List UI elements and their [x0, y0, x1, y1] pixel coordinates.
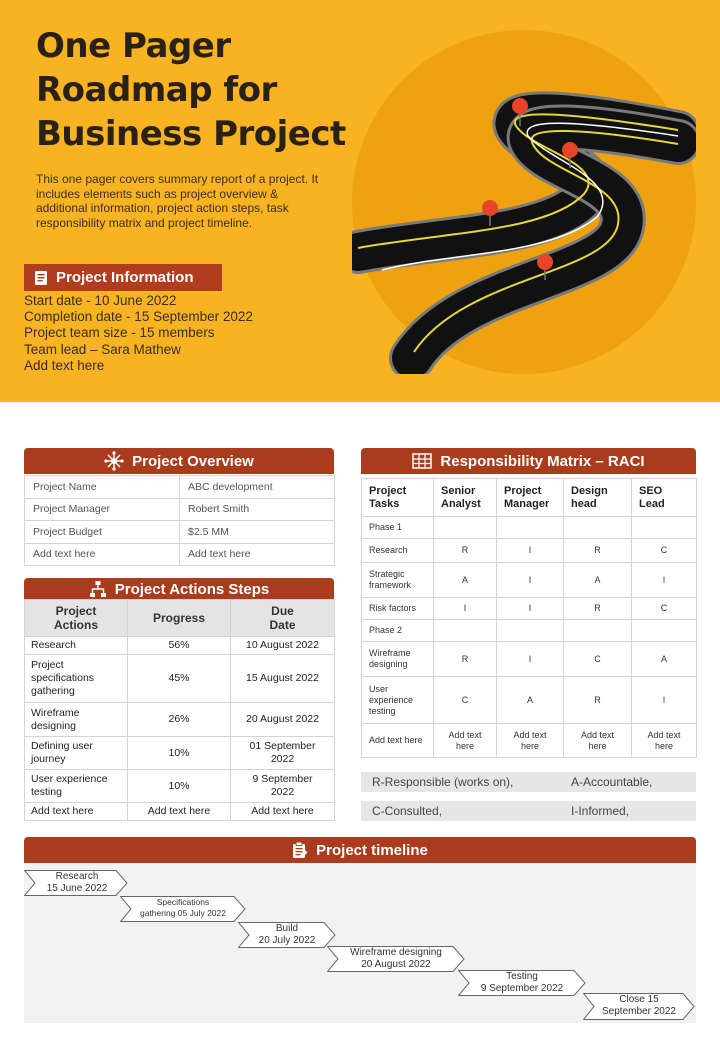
- action-name: Add text here: [25, 803, 128, 821]
- title-line: Business Project: [36, 114, 346, 154]
- table-row: [25, 737, 335, 770]
- overview-label: Project Manager: [25, 498, 180, 521]
- column-header: Design head: [564, 479, 632, 517]
- overview-value: $2.5 MM: [180, 521, 335, 544]
- raci-cell: I: [632, 677, 697, 724]
- page-title: [36, 24, 356, 156]
- project-overview-header: [24, 448, 334, 474]
- raci-cell: I: [632, 563, 697, 598]
- raci-task: User experience testing: [362, 677, 434, 724]
- raci-table: [361, 478, 697, 758]
- table-row: [362, 539, 697, 563]
- column-header: Due Date: [231, 600, 335, 637]
- title-line: Roadmap for: [36, 70, 277, 110]
- clipboard-icon: [292, 841, 308, 859]
- raci-title: Responsibility Matrix – RACI: [440, 452, 645, 470]
- raci-cell: Add text here: [564, 724, 632, 758]
- table-row: [25, 498, 335, 521]
- hero-banner: [0, 0, 720, 402]
- milestone-label: [130, 897, 236, 919]
- raci-cell: R: [564, 677, 632, 724]
- project-actions-header: [24, 578, 334, 600]
- milestone-label: [468, 971, 576, 995]
- action-name: Wireframe designing: [25, 703, 128, 737]
- raci-cell: A: [497, 677, 564, 724]
- raci-cell: R: [434, 642, 497, 677]
- road-illustration: [352, 30, 696, 374]
- raci-cell: I: [497, 539, 564, 563]
- raci-cell: C: [632, 539, 697, 563]
- project-information-list: [24, 293, 253, 374]
- table-row: [25, 770, 335, 803]
- action-due-date: 15 August 2022: [231, 655, 335, 703]
- column-header: Senior Analyst: [434, 479, 497, 517]
- raci-task: Strategic framework: [362, 563, 434, 598]
- overview-label: Add text here: [25, 543, 180, 566]
- raci-cell: A: [632, 642, 697, 677]
- action-name: User experience testing: [25, 770, 128, 803]
- action-progress: 56%: [128, 637, 231, 655]
- table-row: [362, 677, 697, 724]
- milestone-date: 9 September 2022: [480, 983, 564, 994]
- project-overview-table: [24, 475, 335, 566]
- column-header: Project Manager: [497, 479, 564, 517]
- column-header: Progress: [128, 600, 231, 637]
- table-row: [362, 724, 697, 758]
- raci-task: Add text here: [362, 724, 434, 758]
- raci-cell: Add text here: [632, 724, 697, 758]
- raci-cell: A: [564, 563, 632, 598]
- raci-cell: I: [434, 598, 497, 620]
- legend-accountable: A-Accountable,: [571, 775, 653, 789]
- raci-cell: I: [497, 563, 564, 598]
- raci-cell: A: [434, 563, 497, 598]
- action-due-date: 01 September 2022: [231, 737, 335, 770]
- milestone-label: [36, 871, 118, 895]
- action-due-date: 10 August 2022: [231, 637, 335, 655]
- raci-cell: C: [434, 677, 497, 724]
- raci-cell: I: [497, 642, 564, 677]
- action-progress: 10%: [128, 770, 231, 803]
- raci-cell: [564, 620, 632, 642]
- milestone-title: Specifications: [156, 897, 210, 907]
- table-row: [362, 563, 697, 598]
- table-row: [25, 476, 335, 499]
- overview-value: ABC development: [180, 476, 335, 499]
- milestone-date: 20 August 2022: [361, 959, 431, 970]
- overview-value: Robert Smith: [180, 498, 335, 521]
- column-header: Project Tasks: [362, 479, 434, 517]
- raci-cell: R: [564, 598, 632, 620]
- raci-cell: [434, 620, 497, 642]
- network-icon: [104, 451, 124, 471]
- table-row: [25, 637, 335, 655]
- action-name: Defining user journey: [25, 737, 128, 770]
- raci-cell: [564, 517, 632, 539]
- milestone-title: Build: [275, 923, 299, 934]
- raci-cell: [497, 517, 564, 539]
- milestone-title: Wireframe designing: [350, 947, 442, 958]
- matrix-icon: [412, 453, 432, 469]
- table-row: [25, 703, 335, 737]
- project-information-title: Project Information: [56, 269, 194, 286]
- action-name: Research: [25, 637, 128, 655]
- info-line: Team lead – Sara Mathew: [24, 341, 181, 357]
- milestone-date: 20 July 2022: [258, 935, 316, 946]
- milestone-label: [248, 923, 326, 947]
- legend-consulted: C-Consulted,: [372, 804, 443, 818]
- raci-task: Wireframe designing: [362, 642, 434, 677]
- raci-cell: R: [564, 539, 632, 563]
- milestone-date: gathering 05 July 2022: [139, 908, 226, 918]
- document-icon: [34, 270, 48, 286]
- raci-task: Phase 2: [362, 620, 434, 642]
- column-header: SEO Lead: [632, 479, 697, 517]
- project-actions-title: Project Actions Steps: [114, 580, 270, 598]
- project-timeline-title: Project timeline: [316, 841, 428, 859]
- action-progress: Add text here: [128, 803, 231, 821]
- table-row: [362, 598, 697, 620]
- action-due-date: 9 September 2022: [231, 770, 335, 803]
- overview-value: Add text here: [180, 543, 335, 566]
- raci-cell: Add text here: [434, 724, 497, 758]
- raci-cell: Add text here: [497, 724, 564, 758]
- table-row: [362, 642, 697, 677]
- project-overview-title: Project Overview: [132, 452, 254, 470]
- raci-cell: R: [434, 539, 497, 563]
- table-row: [25, 655, 335, 703]
- action-due-date: Add text here: [231, 803, 335, 821]
- table-row: [25, 521, 335, 544]
- milestone-label: [337, 947, 455, 971]
- project-timeline-header: [24, 837, 696, 863]
- legend-informed: I-Informed,: [571, 804, 630, 818]
- raci-task: Risk factors: [362, 598, 434, 620]
- raci-cell: [632, 620, 697, 642]
- table-header-row: [25, 600, 335, 637]
- raci-cell: [497, 620, 564, 642]
- raci-cell: [632, 517, 697, 539]
- info-line: Add text here: [24, 357, 105, 373]
- intro-text: This one pager covers summary report of a project. It includes elements such as project overview & additional information, project action steps, task responsibility matrix and project timeline.: [36, 172, 319, 230]
- milestone-title: Close 15: [619, 994, 659, 1005]
- raci-cell: C: [564, 642, 632, 677]
- hierarchy-icon: [89, 580, 107, 598]
- action-progress: 10%: [128, 737, 231, 770]
- project-actions-table: [24, 599, 335, 821]
- table-row: [362, 620, 697, 642]
- action-name: Project specifications gathering: [25, 655, 128, 703]
- raci-cell: I: [497, 598, 564, 620]
- milestone-date: September 2022: [602, 1006, 676, 1017]
- action-progress: 26%: [128, 703, 231, 737]
- table-row: [25, 803, 335, 821]
- raci-cell: [434, 517, 497, 539]
- raci-legend-row: [361, 772, 696, 792]
- title-line: One Pager: [36, 26, 231, 66]
- column-header: Project Actions: [25, 600, 128, 637]
- action-progress: 45%: [128, 655, 231, 703]
- raci-legend-row: [361, 801, 696, 821]
- action-due-date: 20 August 2022: [231, 703, 335, 737]
- project-information-header: [24, 264, 222, 291]
- milestone-date: 15 June 2022: [46, 883, 108, 894]
- info-line: Project team size - 15 members: [24, 325, 215, 341]
- info-line: Start date - 10 June 2022: [24, 293, 177, 308]
- table-row: [362, 517, 697, 539]
- table-header-row: [362, 479, 697, 517]
- raci-cell: C: [632, 598, 697, 620]
- overview-label: Project Budget: [25, 521, 180, 544]
- milestone-label: [593, 994, 685, 1018]
- raci-task: Research: [362, 539, 434, 563]
- milestone-title: Testing: [506, 971, 538, 982]
- overview-label: Project Name: [25, 476, 180, 499]
- milestone-title: Research: [55, 871, 99, 882]
- table-row: [25, 543, 335, 566]
- legend-responsible: R-Responsible (works on),: [372, 775, 514, 789]
- raci-task: Phase 1: [362, 517, 434, 539]
- info-line: Completion date - 15 September 2022: [24, 309, 253, 325]
- raci-header: [361, 448, 696, 474]
